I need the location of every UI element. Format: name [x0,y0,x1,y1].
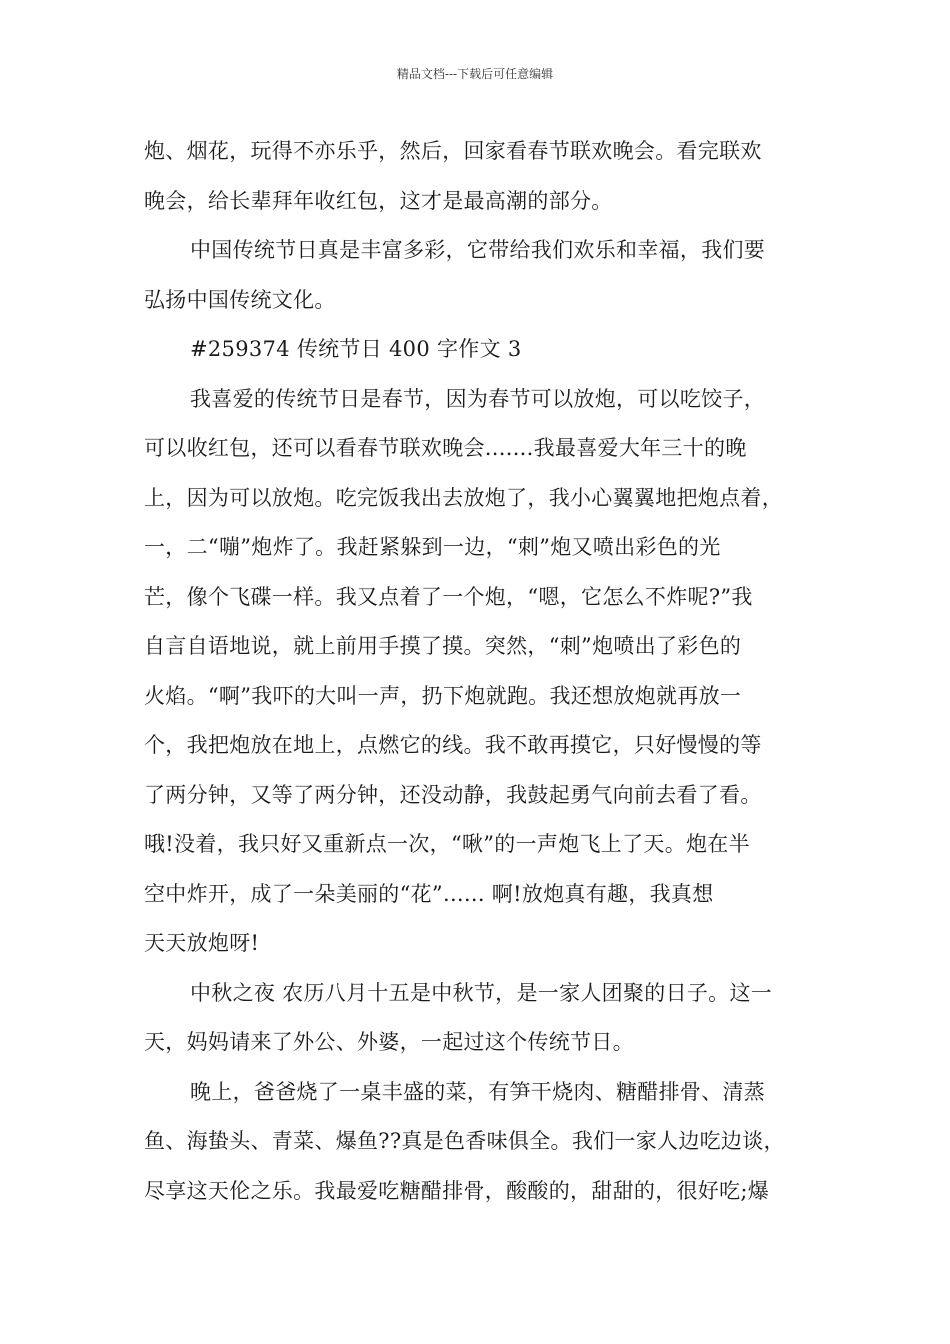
text-line: 火焰。“啊”我吓的大叫一声，扔下炮就跑。我还想放炮就再放一 [144,683,742,708]
text-line: 炮、烟花，玩得不亦乐乎，然后，回家看春节联欢晚会。看完联欢 [144,139,762,163]
text-line: 晚上，爸爸烧了一桌丰盛的菜，有笋干烧肉、糖醋排骨、清蒸 [190,1079,766,1104]
text-line: 晚会，给长辈拜年收红包，这才是最高潮的部分。 [144,188,613,213]
text-line: 个，我把炮放在地上，点燃它的线。我不敢再摸它，只好慢慢的等 [144,733,762,757]
document-body [144,127,834,1216]
text-line: 自言自语地说，就上前用手摸了摸。突然，“刺”炮喷出了彩色的 [144,634,742,658]
text-line: 了两分钟，又等了两分钟，还没动静，我鼓起勇气向前去看了看。 [144,782,762,807]
text-line: 可以收红包，还可以看春节联欢晚会.......我最喜爱大年三十的晚 [144,436,747,460]
text-line: 上，因为可以放炮。吃完饭我出去放炮了，我小心翼翼地把炮点着， [144,485,783,510]
text-line: 天，妈妈请来了外公、外婆，一起过这个传统节日。 [144,1030,634,1054]
text-line: 弘扬中国传统文化。 [144,287,336,312]
text-line: 天天放炮呀! [144,931,260,955]
text-line: 鱼、海蛰头、青菜、爆鱼??真是色香味俱全。我们一家人边吃边谈， [144,1129,785,1153]
text-line: #259374 传统节日 400 字作文 3 [190,337,522,361]
text-line: 空中炸开，成了一朵美丽的“花”...... 啊!放炮真有趣，我真想 [144,881,714,906]
text-line: 中国传统节日真是丰富多彩，它带给我们欢乐和幸福，我们要 [190,238,766,262]
page-header: 精品文档---下载后可任意编辑 [396,67,554,81]
text-line: 尽享这天伦之乐。我最爱吃糖醋排骨，酸酸的，甜甜的，很好吃;爆 [144,1178,770,1203]
text-line: 我喜爱的传统节日是春节，因为春节可以放炮，可以吃饺子， [190,386,766,411]
text-line: 一，二“嘣”炮炸了。我赶紧躲到一边，“刺”炮又喷出彩色的光 [144,535,721,559]
text-line: 哦!没着，我只好又重新点一次，“啾”的一声炮飞上了天。炮在半 [144,832,750,856]
text-line: 芒，像个飞碟一样。我又点着了一个炮，“嗯，它怎么不炸呢?”我 [144,584,753,609]
text-line: 中秋之夜 农历八月十五是中秋节，是一家人团聚的日子。这一 [190,980,773,1005]
